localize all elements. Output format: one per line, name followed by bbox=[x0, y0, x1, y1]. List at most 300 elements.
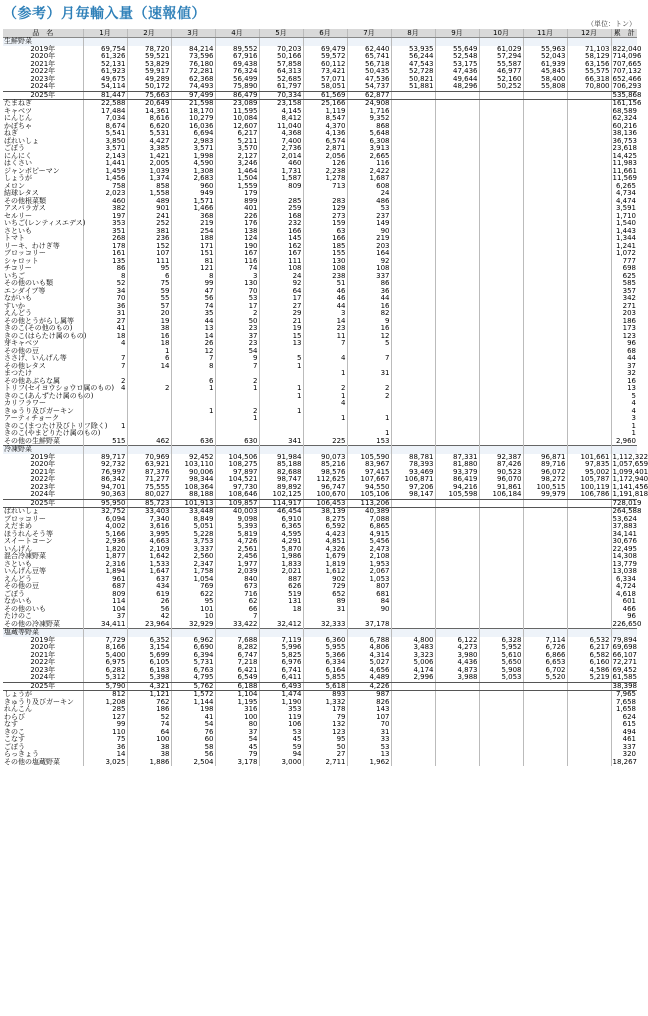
table-cell: 382 bbox=[83, 205, 127, 213]
table-cell bbox=[435, 438, 479, 446]
table-cell: 50 bbox=[215, 318, 259, 326]
table-cell bbox=[435, 423, 479, 431]
table-cell: 624 bbox=[611, 714, 637, 722]
table-cell: 173 bbox=[611, 325, 637, 333]
table-cell: 13 bbox=[171, 325, 215, 333]
table-cell bbox=[479, 408, 523, 416]
table-cell bbox=[523, 318, 567, 326]
table-cell: 3,913 bbox=[347, 145, 391, 153]
table-cell: 186 bbox=[127, 706, 171, 714]
row-label: ごぼう bbox=[4, 144, 25, 153]
import-volume-table bbox=[3, 28, 648, 766]
table-cell bbox=[391, 183, 435, 191]
table-cell: 15 bbox=[259, 333, 303, 341]
table-cell: 64 bbox=[259, 288, 303, 296]
table-cell: 5,610 bbox=[479, 652, 523, 660]
item-row bbox=[3, 123, 637, 131]
table-cell: 1 bbox=[171, 385, 215, 393]
item-row bbox=[3, 175, 637, 183]
row-label: ばれいしょ bbox=[4, 136, 39, 145]
table-cell: 53 bbox=[259, 729, 303, 737]
table-cell: 1,072 bbox=[611, 250, 637, 258]
table-cell bbox=[567, 538, 611, 546]
table-cell: 357 bbox=[611, 288, 637, 296]
table-cell: 22,495 bbox=[612, 544, 637, 553]
table-cell: 716 bbox=[215, 591, 259, 599]
table-cell: 2 bbox=[215, 310, 259, 318]
table-cell bbox=[523, 258, 567, 266]
table-cell: 44 bbox=[171, 318, 215, 326]
table-cell: 2,983 bbox=[171, 138, 215, 146]
table-cell: 1,962 bbox=[347, 759, 391, 767]
table-cell: 1,190 bbox=[259, 699, 303, 707]
table-cell: 1,121 bbox=[127, 691, 171, 699]
table-cell: 55 bbox=[127, 295, 171, 303]
table-cell: 14,308 bbox=[612, 552, 637, 561]
table-cell bbox=[567, 568, 611, 576]
table-cell: 21,598 bbox=[171, 100, 215, 108]
row-label: その他のいも類 bbox=[4, 279, 53, 288]
table-cell bbox=[479, 531, 523, 539]
table-cell: 6,962 bbox=[171, 637, 215, 645]
item-row bbox=[3, 250, 637, 258]
row-label: その他とうがらし属等 bbox=[4, 316, 74, 325]
table-cell: 285 bbox=[259, 198, 303, 206]
table-cell: 8月 bbox=[391, 29, 435, 38]
table-cell bbox=[479, 183, 523, 191]
table-cell: 18,170 bbox=[171, 108, 215, 116]
table-cell: 57,071 bbox=[303, 76, 347, 84]
table-cell bbox=[435, 243, 479, 251]
table-cell bbox=[391, 91, 435, 100]
table-cell: 601 bbox=[611, 598, 637, 606]
table-cell bbox=[391, 265, 435, 273]
table-cell bbox=[567, 130, 611, 138]
table-cell: 92,732 bbox=[83, 461, 127, 469]
table-cell: 153 bbox=[347, 438, 391, 446]
table-cell: 652 bbox=[303, 591, 347, 599]
table-cell: 2,996 bbox=[391, 674, 435, 682]
table-cell: 90 bbox=[347, 606, 391, 614]
table-cell: 97,499 bbox=[171, 91, 215, 100]
table-cell: 19 bbox=[259, 325, 303, 333]
table-cell: 86,419 bbox=[435, 476, 479, 484]
table-cell: 6,549 bbox=[215, 674, 259, 682]
table-cell bbox=[391, 213, 435, 221]
table-cell: 159 bbox=[303, 220, 347, 228]
table-cell: 5,053 bbox=[479, 674, 523, 682]
item-row bbox=[3, 303, 637, 311]
table-cell: 9,098 bbox=[215, 516, 259, 524]
table-cell: 90 bbox=[347, 228, 391, 236]
table-cell: 368 bbox=[171, 213, 215, 221]
table-cell: 5,051 bbox=[171, 523, 215, 531]
table-cell: 46 bbox=[303, 288, 347, 296]
table-cell: 80 bbox=[215, 721, 259, 729]
table-cell: 515 bbox=[83, 438, 127, 446]
table-cell bbox=[479, 288, 523, 296]
table-cell: 6,694 bbox=[171, 130, 215, 138]
table-cell bbox=[479, 310, 523, 318]
table-cell: 50,166 bbox=[259, 53, 303, 61]
row-label: 混合冷凍野菜 bbox=[4, 552, 46, 561]
row-label: ごぼう bbox=[4, 742, 25, 751]
table-cell: 637 bbox=[127, 576, 171, 584]
table-cell: 4,618 bbox=[611, 591, 637, 599]
table-cell: 60 bbox=[171, 736, 215, 744]
row-label: すいか bbox=[4, 301, 25, 310]
table-cell: 11,569 bbox=[612, 174, 637, 183]
table-cell bbox=[523, 183, 567, 191]
table-cell: 20,649 bbox=[127, 100, 171, 108]
table-cell: 188 bbox=[171, 235, 215, 243]
table-cell: 54 bbox=[215, 736, 259, 744]
table-cell bbox=[567, 400, 611, 408]
table-cell bbox=[523, 415, 567, 423]
item-row bbox=[3, 333, 637, 341]
table-cell: 5,955 bbox=[303, 644, 347, 652]
item-row bbox=[3, 318, 637, 326]
table-cell: 66,318 bbox=[567, 76, 611, 84]
table-cell: 1 bbox=[127, 348, 171, 356]
table-cell: 55,649 bbox=[435, 46, 479, 54]
table-cell bbox=[523, 430, 567, 438]
table-cell: 1,571 bbox=[171, 198, 215, 206]
table-cell bbox=[523, 115, 567, 123]
table-cell: 69,452 bbox=[612, 665, 637, 674]
item-row bbox=[3, 598, 637, 606]
table-cell bbox=[391, 423, 435, 431]
item-row bbox=[3, 138, 637, 146]
table-cell bbox=[435, 160, 479, 168]
item-row bbox=[3, 561, 637, 569]
table-cell: 54 bbox=[215, 348, 259, 356]
table-cell: 164 bbox=[347, 250, 391, 258]
table-cell bbox=[523, 400, 567, 408]
row-label: その他の塩蔵野菜 bbox=[4, 757, 60, 766]
table-cell: 21 bbox=[259, 318, 303, 326]
table-cell: 57,294 bbox=[479, 53, 523, 61]
table-cell bbox=[479, 385, 523, 393]
table-cell: 24 bbox=[347, 190, 391, 198]
table-cell: 729 bbox=[303, 583, 347, 591]
table-cell bbox=[435, 546, 479, 554]
table-cell: 5,819 bbox=[215, 531, 259, 539]
table-cell bbox=[435, 499, 479, 508]
table-cell: 92,452 bbox=[171, 454, 215, 462]
table-cell: 98,272 bbox=[523, 476, 567, 484]
row-label: ブロッコリー bbox=[4, 249, 46, 258]
table-cell: 38 bbox=[127, 325, 171, 333]
table-cell: 95,950 bbox=[83, 499, 127, 508]
table-cell: 2,109 bbox=[127, 546, 171, 554]
row-label: えんどう bbox=[4, 309, 32, 318]
table-cell: 3,995 bbox=[127, 531, 171, 539]
table-cell: 2,665 bbox=[347, 153, 391, 161]
item-row bbox=[3, 744, 637, 752]
table-cell: 1,894 bbox=[83, 568, 127, 576]
table-cell: 4,586 bbox=[567, 667, 611, 675]
row-label: 芽キャベツ bbox=[4, 339, 39, 348]
table-cell: 899 bbox=[215, 198, 259, 206]
table-cell bbox=[567, 378, 611, 386]
row-label: ばれいしょ bbox=[4, 507, 39, 516]
table-cell: 78,393 bbox=[391, 461, 435, 469]
table-cell bbox=[391, 280, 435, 288]
table-cell bbox=[567, 213, 611, 221]
table-cell bbox=[391, 706, 435, 714]
row-label: エンダイブ等 bbox=[4, 286, 46, 295]
table-cell bbox=[391, 553, 435, 561]
table-cell: 79 bbox=[215, 751, 259, 759]
table-cell: 40,389 bbox=[347, 508, 391, 516]
table-cell bbox=[567, 499, 611, 508]
table-cell bbox=[391, 714, 435, 722]
item-row bbox=[3, 508, 637, 516]
table-cell: 5,648 bbox=[347, 130, 391, 138]
table-cell: 6,094 bbox=[83, 516, 127, 524]
current-year-row bbox=[3, 91, 637, 100]
table-cell: 86 bbox=[83, 265, 127, 273]
table-cell bbox=[391, 100, 435, 108]
table-cell: 85,723 bbox=[127, 499, 171, 508]
table-cell bbox=[391, 385, 435, 393]
table-cell: 81,880 bbox=[435, 461, 479, 469]
table-cell bbox=[567, 325, 611, 333]
table-cell bbox=[435, 153, 479, 161]
table-cell: 1,191,818 bbox=[612, 490, 648, 499]
table-cell: 7 bbox=[171, 355, 215, 363]
table-cell: 64,313 bbox=[259, 68, 303, 76]
table-cell bbox=[567, 583, 611, 591]
table-cell: 59 bbox=[259, 744, 303, 752]
table-cell: 987 bbox=[347, 691, 391, 699]
item-row bbox=[3, 729, 637, 737]
table-cell bbox=[391, 303, 435, 311]
table-cell: 6,866 bbox=[523, 652, 567, 660]
table-cell bbox=[479, 553, 523, 561]
table-cell: 61,797 bbox=[259, 83, 303, 91]
table-cell bbox=[479, 729, 523, 737]
table-cell: 6 bbox=[127, 355, 171, 363]
table-cell: 858 bbox=[127, 183, 171, 191]
item-row bbox=[3, 295, 637, 303]
table-cell: 101,661 bbox=[567, 454, 611, 462]
table-cell: 36 bbox=[347, 288, 391, 296]
table-cell bbox=[435, 138, 479, 146]
table-cell: 11,983 bbox=[612, 159, 637, 168]
item-row bbox=[3, 583, 637, 591]
table-cell: 103,110 bbox=[171, 461, 215, 469]
table-cell bbox=[479, 400, 523, 408]
table-cell: 52 bbox=[127, 714, 171, 722]
table-cell: 7 bbox=[303, 340, 347, 348]
table-cell: 353 bbox=[259, 706, 303, 714]
table-cell bbox=[523, 228, 567, 236]
table-cell bbox=[391, 130, 435, 138]
table-cell bbox=[391, 438, 435, 446]
table-cell: 1 bbox=[259, 393, 303, 401]
table-cell bbox=[435, 235, 479, 243]
table-cell: 1 bbox=[171, 408, 215, 416]
table-cell: 48,296 bbox=[435, 83, 479, 91]
table-cell: 13 bbox=[347, 751, 391, 759]
table-cell: 636 bbox=[171, 438, 215, 446]
item-row bbox=[3, 516, 637, 524]
table-cell: 47,543 bbox=[391, 61, 435, 69]
item-row bbox=[3, 430, 637, 438]
table-cell: 351 bbox=[83, 228, 127, 236]
table-cell: 673 bbox=[215, 583, 259, 591]
row-label: かぼちゃ bbox=[4, 121, 32, 130]
table-cell: 27 bbox=[303, 751, 347, 759]
table-cell bbox=[567, 699, 611, 707]
table-cell: 2 bbox=[347, 393, 391, 401]
table-cell bbox=[567, 258, 611, 266]
table-body bbox=[3, 28, 648, 766]
table-cell bbox=[391, 699, 435, 707]
table-cell bbox=[567, 91, 611, 100]
table-cell: 2 bbox=[215, 378, 259, 386]
table-cell: 110 bbox=[83, 729, 127, 737]
table-cell bbox=[523, 235, 567, 243]
table-cell bbox=[523, 751, 567, 759]
table-cell: 166 bbox=[303, 235, 347, 243]
row-label: ごぼう bbox=[4, 589, 25, 598]
table-cell: 5 bbox=[347, 340, 391, 348]
table-cell bbox=[567, 160, 611, 168]
table-cell: 178 bbox=[303, 706, 347, 714]
table-cell: 3,000 bbox=[259, 759, 303, 767]
table-cell: 37 bbox=[611, 363, 637, 371]
table-cell: 9 bbox=[347, 318, 391, 326]
table-cell: 1,758 bbox=[171, 568, 215, 576]
table-cell bbox=[567, 744, 611, 752]
item-row bbox=[3, 621, 637, 629]
table-cell: 16,036 bbox=[171, 123, 215, 131]
table-cell bbox=[567, 310, 611, 318]
table-cell: 14 bbox=[303, 318, 347, 326]
table-cell: 3,385 bbox=[127, 145, 171, 153]
table-cell: 72,281 bbox=[171, 68, 215, 76]
table-cell: 94,701 bbox=[83, 484, 127, 492]
table-cell: 71,103 bbox=[567, 46, 611, 54]
table-cell bbox=[567, 168, 611, 176]
row-label: きのこ bbox=[4, 727, 25, 736]
table-cell bbox=[391, 430, 435, 438]
table-cell bbox=[215, 393, 259, 401]
table-cell: 7,729 bbox=[83, 637, 127, 645]
table-cell bbox=[391, 288, 435, 296]
table-cell: 104 bbox=[83, 606, 127, 614]
item-row bbox=[3, 160, 637, 168]
table-cell: 1,533 bbox=[127, 561, 171, 569]
table-cell: 47,436 bbox=[435, 68, 479, 76]
table-cell: 3,753 bbox=[171, 538, 215, 546]
table-cell: 4,726 bbox=[215, 538, 259, 546]
table-cell bbox=[523, 598, 567, 606]
table-cell bbox=[391, 235, 435, 243]
table-cell bbox=[479, 325, 523, 333]
table-cell bbox=[523, 568, 567, 576]
table-cell: 4,724 bbox=[611, 583, 637, 591]
table-cell bbox=[479, 538, 523, 546]
table-cell bbox=[391, 153, 435, 161]
item-row bbox=[3, 714, 637, 722]
table-cell bbox=[435, 736, 479, 744]
table-cell: 706,293 bbox=[612, 82, 642, 91]
table-cell: 24 bbox=[259, 273, 303, 281]
table-cell bbox=[479, 598, 523, 606]
table-cell: 2,936 bbox=[83, 538, 127, 546]
table-cell: 5,650 bbox=[479, 659, 523, 667]
table-cell bbox=[435, 318, 479, 326]
table-cell: 97,835 bbox=[567, 461, 611, 469]
table-cell: 8,166 bbox=[83, 644, 127, 652]
table-cell bbox=[391, 333, 435, 341]
table-cell: 11,595 bbox=[215, 108, 259, 116]
table-cell: 75,890 bbox=[215, 83, 259, 91]
item-row bbox=[3, 385, 637, 393]
table-cell: 4,423 bbox=[303, 531, 347, 539]
table-cell: 6,421 bbox=[215, 667, 259, 675]
table-cell bbox=[435, 606, 479, 614]
table-cell bbox=[523, 265, 567, 273]
table-cell: 34,141 bbox=[612, 529, 637, 538]
table-cell: 4 bbox=[611, 400, 637, 408]
item-row bbox=[3, 310, 637, 318]
table-cell: 2,504 bbox=[171, 759, 215, 767]
table-cell: 79,894 bbox=[612, 635, 637, 644]
table-cell bbox=[391, 531, 435, 539]
table-cell bbox=[523, 340, 567, 348]
table-cell: 23 bbox=[303, 325, 347, 333]
row-label: トマト bbox=[4, 234, 25, 243]
item-row bbox=[3, 280, 637, 288]
table-cell: 4,291 bbox=[259, 538, 303, 546]
table-cell: 98,747 bbox=[259, 476, 303, 484]
table-cell: 460 bbox=[259, 160, 303, 168]
table-cell: 198 bbox=[171, 706, 215, 714]
row-label: 2024年 bbox=[3, 83, 83, 91]
table-cell: 123 bbox=[303, 729, 347, 737]
table-cell: 44 bbox=[611, 355, 637, 363]
table-cell: 1,054 bbox=[171, 576, 215, 584]
table-cell bbox=[479, 168, 523, 176]
table-cell: 283 bbox=[303, 198, 347, 206]
table-cell bbox=[391, 516, 435, 524]
table-cell: 6,217 bbox=[567, 644, 611, 652]
table-cell: 2,560 bbox=[171, 553, 215, 561]
table-cell: 55,575 bbox=[567, 68, 611, 76]
table-cell: 51,881 bbox=[391, 83, 435, 91]
table-cell bbox=[479, 145, 523, 153]
row-label: スイートコーン bbox=[4, 537, 53, 546]
table-cell: 91,984 bbox=[259, 454, 303, 462]
table-cell bbox=[435, 100, 479, 108]
table-cell bbox=[435, 759, 479, 767]
table-cell bbox=[479, 415, 523, 423]
row-label: 2019年 bbox=[30, 635, 56, 644]
table-cell: 226,650 bbox=[612, 619, 642, 628]
item-row bbox=[3, 363, 637, 371]
table-cell: 1,504 bbox=[215, 175, 259, 183]
table-cell: 5,520 bbox=[523, 674, 567, 682]
table-cell: 131 bbox=[259, 598, 303, 606]
table-cell: 167 bbox=[259, 250, 303, 258]
table-cell bbox=[391, 258, 435, 266]
table-cell bbox=[391, 273, 435, 281]
